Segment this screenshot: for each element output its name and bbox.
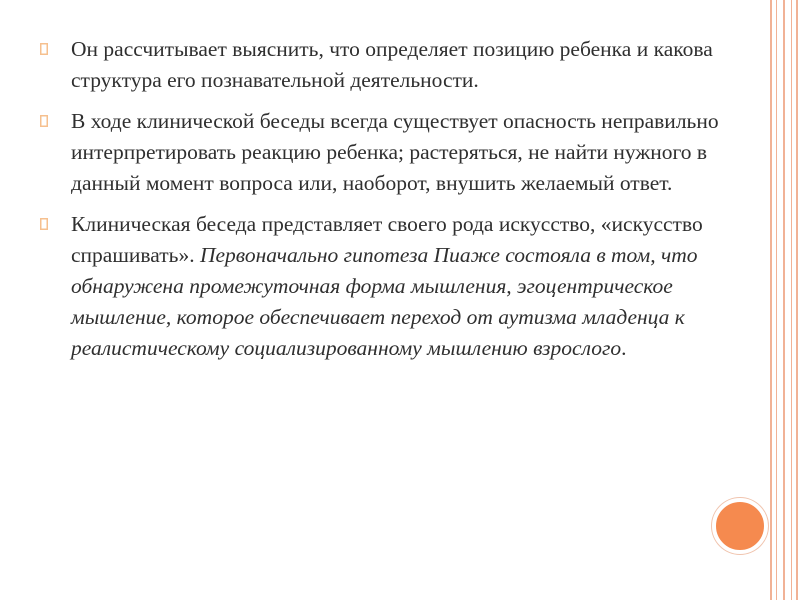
bullet-3-italic-text: Первоначально гипотеза Пиаже состояла в том, что обнаружена промежуточная форма мышления, эгоцентрическое мышление, которое обеспечивает переход от аутизма младенца к реалистическому социализированному мышлению взрослого xyxy=(71,243,698,360)
frame-line-4 xyxy=(791,0,792,600)
bullet-3-text xyxy=(71,212,703,360)
frame-line-3 xyxy=(783,0,785,600)
bullet-2-text: В ходе клинической беседы всегда существует опасность неправильно интерпретировать реакцию ребенка; растеряться, не найти нужного в данный момент вопроса или, наоборот, внушить желаемый ответ. xyxy=(71,109,719,195)
accent-circle-icon xyxy=(712,498,768,554)
bullet-3-end-text: . xyxy=(621,336,627,360)
frame-line-5 xyxy=(796,0,798,600)
frame-line-1 xyxy=(770,0,772,600)
bullet-item-2 xyxy=(40,106,720,199)
bullet-item-3 xyxy=(40,209,720,364)
bullet-marker-icon xyxy=(40,43,48,55)
slide-content xyxy=(40,34,720,374)
bullet-marker-icon xyxy=(40,115,48,127)
bullet-1-text: Он рассчитывает выяснить, что определяет позицию ребенка и какова структура его познавательной деятельности. xyxy=(71,37,713,92)
frame-line-2 xyxy=(776,0,777,600)
bullet-3-normal-text: Клиническая беседа представляет своего рода искусство, «искусство спрашивать». xyxy=(71,212,703,267)
bullet-item-1 xyxy=(40,34,720,96)
bullet-marker-icon xyxy=(40,218,48,230)
